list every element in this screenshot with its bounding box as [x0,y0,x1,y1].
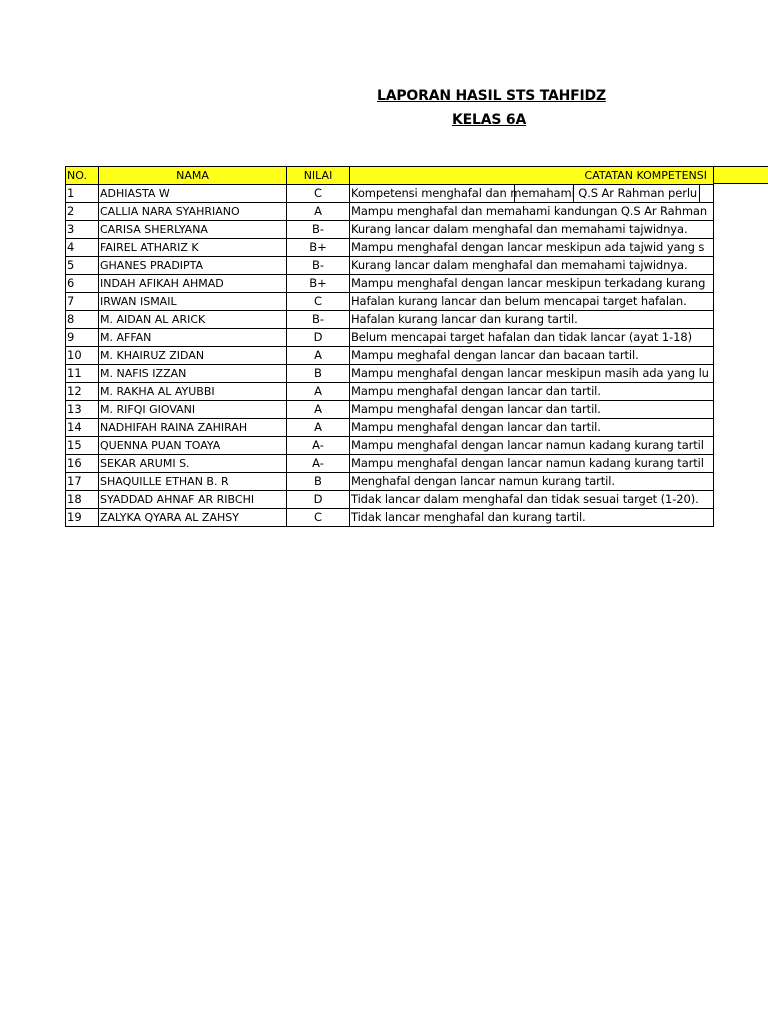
cell-no: 13 [66,401,99,419]
cell-nilai: A [287,419,350,437]
table-row [66,275,714,293]
cell-nama: M. AIDAN AL ARICK [99,311,287,329]
cell-nilai: B [287,473,350,491]
cell-nilai: C [287,509,350,527]
cell-nama: FAIREL ATHARIZ K [99,239,287,257]
cell-catatan: Mampu menghafal dan memahami kandungan Q.S Ar Rahman [350,203,714,221]
cell-nama: NADHIFAH RAINA ZAHIRAH [99,419,287,437]
cell-nama: M. NAFIS IZZAN [99,365,287,383]
cell-no: 17 [66,473,99,491]
cell-catatan: Tidak lancar dalam menghafal dan tidak sesuai target (1-20). [350,491,714,509]
cell-catatan: Kurang lancar dalam menghafal dan memahami tajwidnya. [350,257,714,275]
table-row [66,293,714,311]
cell-nama: ADHIASTA W [99,185,287,203]
cell-nama: QUENNA PUAN TOAYA [99,437,287,455]
table-row [66,203,714,221]
cell-no: 3 [66,221,99,239]
cell-catatan: Kompetensi menghafal dan memahami Q.S Ar Rahman perlu [350,185,714,203]
report-subtitle: KELAS 6A [452,112,527,128]
cell-catatan: Mampu menghafal dengan lancar meskipun terkadang kurang [350,275,714,293]
cell-nilai: B [287,365,350,383]
table-row [66,473,714,491]
table-row [66,347,714,365]
cell-catatan: Hafalan kurang lancar dan kurang tartil. [350,311,714,329]
cell-catatan: Mampu meghafal dengan lancar dan bacaan tartil. [350,347,714,365]
table-header-row [66,167,714,185]
cell-nilai: D [287,329,350,347]
cell-no: 19 [66,509,99,527]
cell-nilai: A [287,203,350,221]
cell-catatan: Belum mencapai target hafalan dan tidak lancar (ayat 1-18) [350,329,714,347]
cell-catatan: Mampu menghafal dengan lancar dan tartil. [350,401,714,419]
cell-catatan: Hafalan kurang lancar dan belum mencapai target hafalan. [350,293,714,311]
cell-no: 6 [66,275,99,293]
cell-no: 18 [66,491,99,509]
cell-nilai: C [287,185,350,203]
cell-no: 11 [66,365,99,383]
cell-catatan: Kurang lancar dalam menghafal dan memahami tajwidnya. [350,221,714,239]
cell-nilai: D [287,491,350,509]
cell-nilai: A- [287,437,350,455]
cell-no: 10 [66,347,99,365]
header-catatan: CATATAN KOMPETENSI [350,167,714,185]
table-row [66,329,714,347]
cell-nama: SHAQUILLE ETHAN B. R [99,473,287,491]
cell-nama: INDAH AFIKAH AHMAD [99,275,287,293]
cell-nilai: B- [287,311,350,329]
cell-nilai: A [287,401,350,419]
cell-no: 16 [66,455,99,473]
cell-nama: CALLIA NARA SYAHRIANO [99,203,287,221]
cell-no: 12 [66,383,99,401]
cell-nilai: B+ [287,275,350,293]
cell-nilai: A [287,347,350,365]
table-row [66,491,714,509]
cell-no: 8 [66,311,99,329]
table-row [66,401,714,419]
cell-no: 14 [66,419,99,437]
cell-catatan: Mampu menghafal dengan lancar meskipun ada tajwid yang s [350,239,714,257]
cell-no: 7 [66,293,99,311]
table-row [66,383,714,401]
table-row [66,239,714,257]
table-row [66,437,714,455]
cell-nilai: A [287,383,350,401]
table-row [66,311,714,329]
cell-catatan: Mampu menghafal dengan lancar namun kadang kurang tartil [350,437,714,455]
cell-no: 15 [66,437,99,455]
cell-catatan: Mampu menghafal dengan lancar dan tartil. [350,419,714,437]
cell-nilai: B- [287,221,350,239]
cell-nama: M. RAKHA AL AYUBBI [99,383,287,401]
cell-no: 4 [66,239,99,257]
cell-nama: M. KHAIRUZ ZIDAN [99,347,287,365]
cell-catatan: Menghafal dengan lancar namun kurang tartil. [350,473,714,491]
cell-catatan: Mampu menghafal dengan lancar meskipun masih ada yang lu [350,365,714,383]
cell-nama: SEKAR ARUMI S. [99,455,287,473]
table-row [66,221,714,239]
table-body [66,185,714,527]
grades-table [65,166,714,527]
table-row [66,509,714,527]
cell-nilai: B+ [287,239,350,257]
cell-nilai: B- [287,257,350,275]
cell-catatan: Mampu menghafal dengan lancar namun kadang kurang tartil [350,455,714,473]
header-nama: NAMA [99,167,287,185]
cell-catatan: Tidak lancar menghafal dan kurang tartil. [350,509,714,527]
cell-no: 9 [66,329,99,347]
table-row [66,185,714,203]
cell-nama: M. AFFAN [99,329,287,347]
table-row [66,455,714,473]
cell-nama: ZALYKA QYARA AL ZAHSY [99,509,287,527]
cell-nilai: C [287,293,350,311]
cell-nama: GHANES PRADIPTA [99,257,287,275]
cell-no: 1 [66,185,99,203]
table-row [66,257,714,275]
cell-nilai: A- [287,455,350,473]
header-no: NO. [66,167,99,185]
header-nilai: NILAI [287,167,350,185]
report-title: LAPORAN HASIL STS TAHFIDZ [377,88,606,104]
cell-catatan: Mampu menghafal dengan lancar dan tartil. [350,383,714,401]
table-row [66,419,714,437]
cell-nama: SYADDAD AHNAF AR RIBCHI [99,491,287,509]
cell-no: 2 [66,203,99,221]
cell-nama: IRWAN ISMAIL [99,293,287,311]
table-row [66,365,714,383]
cell-no: 5 [66,257,99,275]
cell-nama: CARISA SHERLYANA [99,221,287,239]
cell-nama: M. RIFQI GIOVANI [99,401,287,419]
